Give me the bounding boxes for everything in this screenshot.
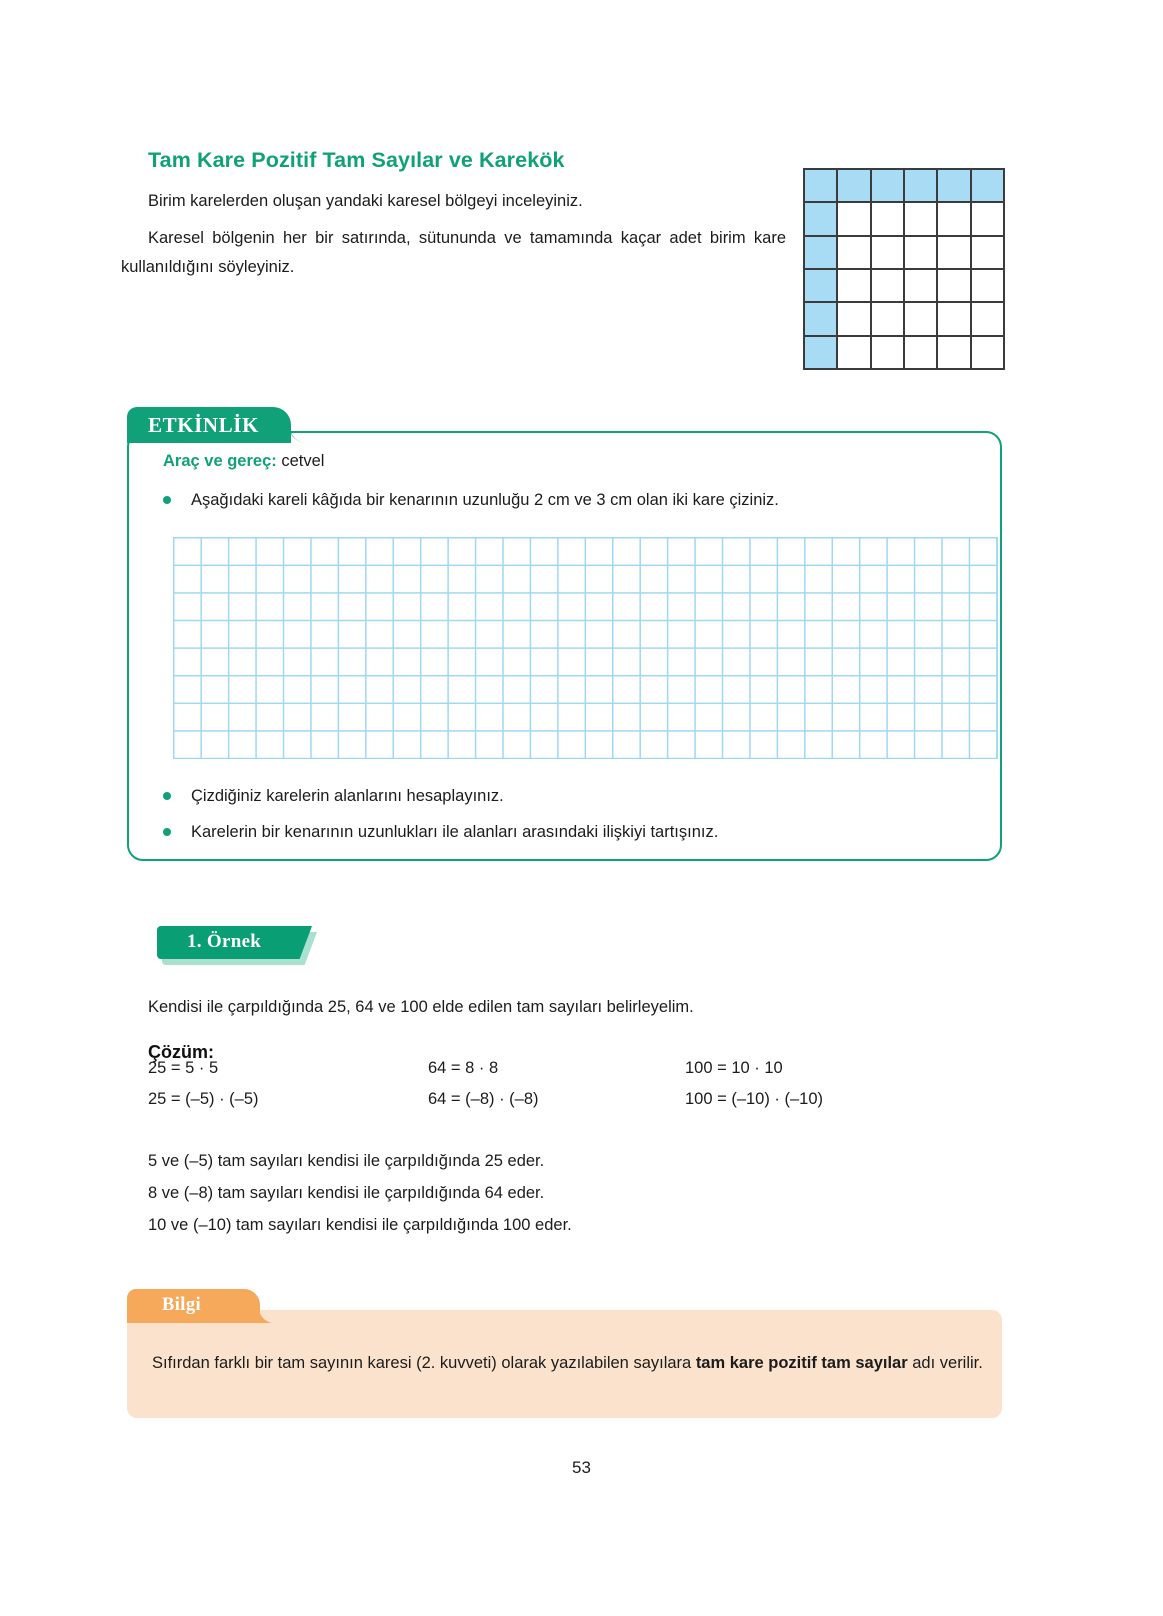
info-text: [130, 1348, 1000, 1379]
solution-label: Çözüm:: [148, 1042, 214, 1062]
activity-bullet-3-text: Karelerin bir kenarının uzunlukları ile alanları arasındaki ilişkiyi tartışınız.: [191, 823, 719, 841]
equation-1-3: 100 = 10 · 10: [685, 1059, 783, 1077]
equation-1-1: 25 = 5 · 5: [148, 1059, 219, 1077]
info-tab-label: Bilgi: [162, 1295, 202, 1315]
unit-square-cell: [972, 203, 1005, 236]
example-question: Kendisi ile çarpıldığında 25, 64 ve 100 elde edilen tam sayıları belirleyelim.: [148, 997, 694, 1016]
unit-square-grid-figure: [803, 168, 1005, 370]
squared-graph-paper: [173, 537, 998, 759]
unit-square-cell: [805, 270, 838, 303]
intro-paragraph-1: Birim karelerden oluşan yandaki karesel bölgeyi inceleyiniz.: [148, 191, 583, 210]
activity-bullet-1: [163, 489, 779, 511]
unit-square-cell: [838, 237, 871, 270]
unit-square-cell: [872, 303, 905, 336]
statement-3: 10 ve (–10) tam sayıları kendisi ile çarpıldığında 100 eder.: [148, 1215, 572, 1234]
unit-square-cell: [805, 337, 838, 370]
equation-1-2: 64 = 8 · 8: [428, 1059, 499, 1077]
info-text-after: adı verilir.: [907, 1353, 983, 1372]
unit-square-cell: [872, 203, 905, 236]
bullet-dot-icon: [163, 828, 171, 836]
unit-square-cell: [905, 337, 938, 370]
unit-square-cell: [972, 270, 1005, 303]
unit-square-cell: [872, 170, 905, 203]
unit-square-cell: [972, 303, 1005, 336]
unit-square-cell: [905, 270, 938, 303]
unit-square-cell: [938, 170, 971, 203]
unit-square-cell: [972, 237, 1005, 270]
unit-square-cell: [872, 337, 905, 370]
example-tab: [157, 926, 321, 964]
activity-bullet-3: [163, 821, 718, 843]
unit-square-cell: [905, 170, 938, 203]
activity-tab-label: ETKİNLİK: [148, 413, 259, 437]
activity-bullet-1-text: Aşağıdaki kareli kâğıda bir kenarının uzunluğu 2 cm ve 3 cm olan iki kare çiziniz.: [191, 491, 779, 509]
info-text-bold: tam kare pozitif tam sayılar: [695, 1353, 908, 1372]
unit-square-cell: [972, 337, 1005, 370]
unit-square-cell: [905, 237, 938, 270]
unit-square-cell: [838, 303, 871, 336]
unit-square-cell: [972, 170, 1005, 203]
bullet-dot-icon: [163, 496, 171, 504]
unit-square-cell: [938, 337, 971, 370]
info-tab: [127, 1289, 260, 1323]
statement-2: 8 ve (–8) tam sayıları kendisi ile çarpıldığında 64 eder.: [148, 1183, 545, 1202]
equation-2-2: 64 = (–8) · (–8): [428, 1090, 539, 1108]
unit-square-cell: [838, 170, 871, 203]
activity-tab: [127, 407, 291, 443]
unit-square-cell: [938, 303, 971, 336]
unit-square-cell: [805, 303, 838, 336]
info-text-before: Sıfırdan farklı bir tam sayının karesi (2. kuvveti) olarak yazılabilen sayılara: [152, 1353, 696, 1372]
unit-square-cell: [872, 237, 905, 270]
unit-square-cell: [805, 203, 838, 236]
unit-square-cell: [905, 203, 938, 236]
tools-label: Araç ve gereç:: [163, 452, 277, 470]
unit-square-cell: [838, 270, 871, 303]
equation-2-3: 100 = (–10) · (–10): [685, 1090, 824, 1108]
unit-square-cell: [805, 170, 838, 203]
unit-square-cell: [938, 270, 971, 303]
unit-square-cell: [938, 237, 971, 270]
intro-paragraph-2: Karesel bölgenin her bir satırında, sütununda ve tamamında kaçar adet birim kare kullanıldığını söyleyiniz.: [121, 228, 786, 276]
unit-square-cell: [938, 203, 971, 236]
equation-2-1: 25 = (–5) · (–5): [148, 1090, 259, 1108]
activity-bullet-2: [163, 785, 504, 807]
unit-square-cell: [805, 237, 838, 270]
unit-square-cell: [838, 203, 871, 236]
example-tab-label: 1. Örnek: [187, 931, 262, 952]
statement-1: 5 ve (–5) tam sayıları kendisi ile çarpıldığında 25 eder.: [148, 1151, 545, 1170]
bullet-dot-icon: [163, 792, 171, 800]
tools-value: cetvel: [281, 452, 325, 470]
unit-square-cell: [838, 337, 871, 370]
page-number: 53: [572, 1458, 591, 1477]
unit-square-cell: [905, 303, 938, 336]
activity-bullet-2-text: Çizdiğiniz karelerin alanlarını hesaplayınız.: [191, 787, 504, 805]
page-title: Tam Kare Pozitif Tam Sayılar ve Karekök: [148, 148, 565, 173]
unit-square-cell: [872, 270, 905, 303]
tools-line: [163, 452, 324, 471]
